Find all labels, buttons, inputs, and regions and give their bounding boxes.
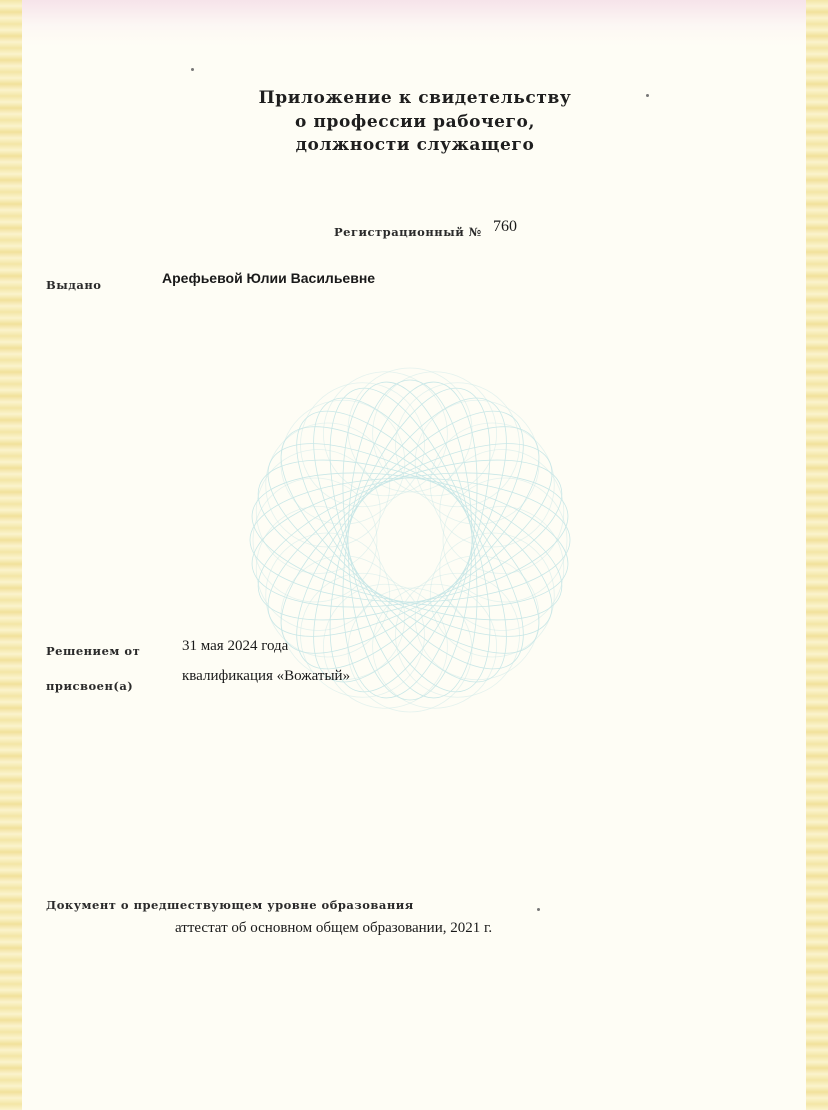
decorative-top-border: [22, 0, 806, 46]
speck: [646, 94, 649, 97]
prior-education-label: Документ о предшествующем уровне образования: [46, 898, 414, 912]
title-line-2: о профессии рабочего,: [294, 112, 536, 132]
title-line-3: должности служащего: [295, 135, 535, 155]
speck: [537, 908, 540, 911]
title-line-1: Приложение к свидетельству: [258, 88, 572, 108]
prior-education-value: аттестат об основном общем образовании, 2021 г.: [175, 920, 493, 936]
registration-label: Регистрационный №: [334, 225, 482, 239]
issued-label: Выдано: [46, 278, 102, 292]
decorative-right-border: [806, 0, 828, 1110]
decision-date: 31 мая 2024 года: [182, 638, 289, 654]
qualification-value: квалификация «Вожатый»: [182, 668, 351, 684]
issued-to-name: Арефьевой Юлии Васильевне: [162, 270, 376, 286]
speck: [191, 68, 194, 71]
decorative-left-border: [0, 0, 22, 1110]
decision-label: Решением от: [46, 644, 141, 658]
registration-number: 760: [493, 218, 517, 235]
assigned-label: присвоен(а): [46, 679, 134, 693]
